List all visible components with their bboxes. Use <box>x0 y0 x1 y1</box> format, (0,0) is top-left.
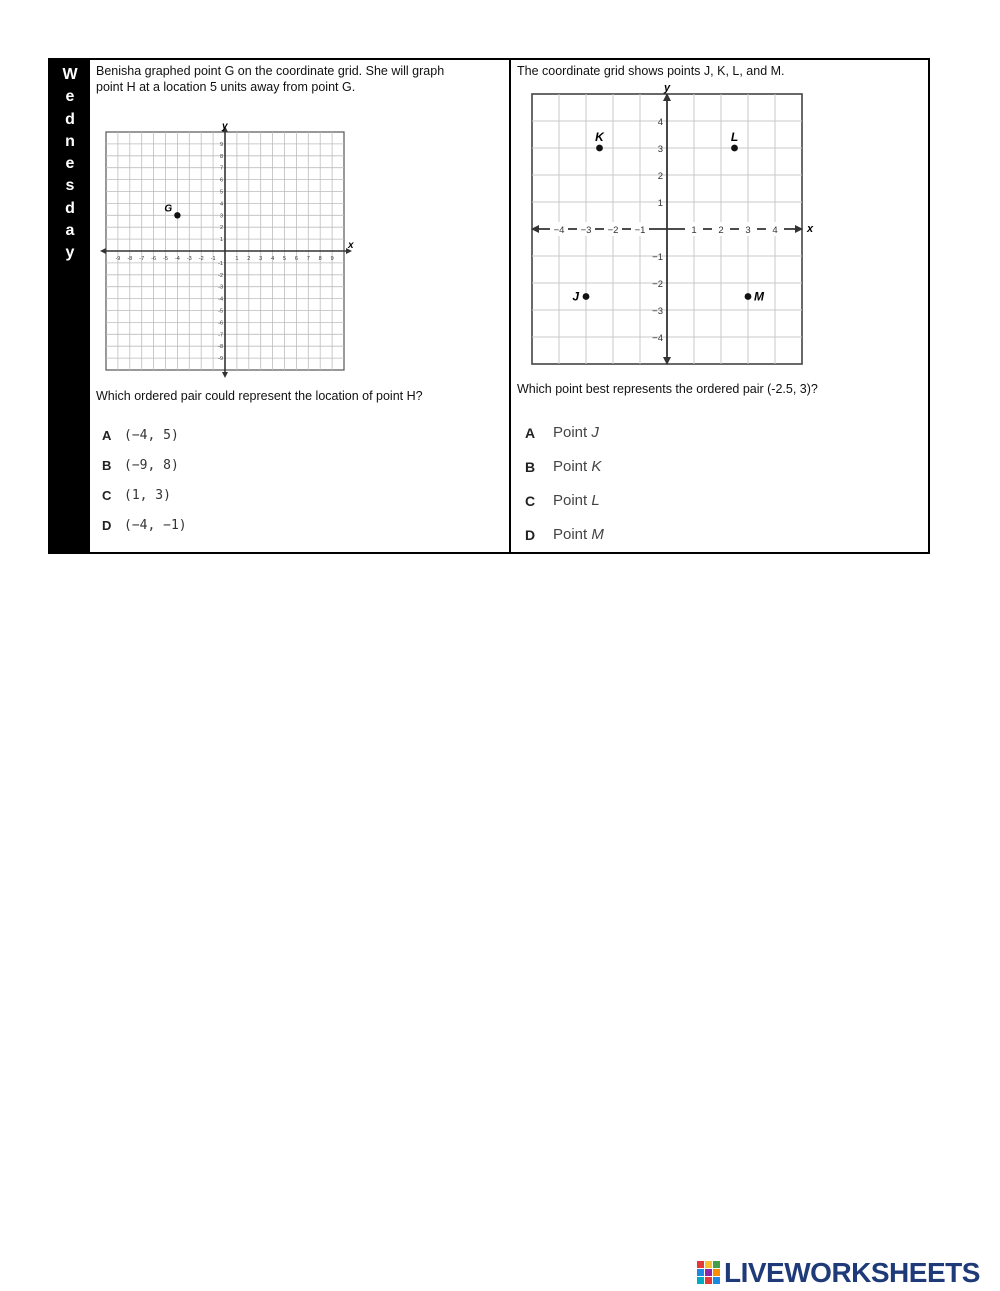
logo-text: LIVEWORKSHEETS <box>724 1257 980 1288</box>
liveworksheets-logo[interactable] <box>697 1258 980 1288</box>
point-l <box>731 145 738 152</box>
choice-word: Point <box>553 526 588 543</box>
q2-choice-a[interactable] <box>525 424 599 441</box>
choice-word: Point <box>553 492 588 509</box>
day-letter: n <box>65 132 75 150</box>
point-k <box>596 145 603 152</box>
y-tick-label: -2 <box>218 272 223 279</box>
point-k-label: K <box>595 130 604 144</box>
x-tick-label: 9 <box>330 256 334 262</box>
day-label-column <box>50 60 90 552</box>
x-tick-label: −2 <box>607 225 619 236</box>
x-tick-label: -4 <box>174 256 180 262</box>
choice-letter: D <box>525 526 536 543</box>
x-tick-label: -2 <box>198 256 204 262</box>
day-letter: d <box>65 110 75 128</box>
y-tick-label: -7 <box>218 332 223 339</box>
choice-letter: A <box>102 428 112 443</box>
x-tick-label: −4 <box>553 225 565 236</box>
x-tick-label: -9 <box>115 256 121 262</box>
x-tick-label: -7 <box>139 256 145 262</box>
q2-prompt: The coordinate grid shows points J, K, L, and M. <box>517 64 785 78</box>
point-l-label: L <box>730 130 739 144</box>
x-tick-label: -1 <box>210 256 216 262</box>
q1-choice-a[interactable] <box>102 428 179 443</box>
x-tick-label: 3 <box>259 256 263 262</box>
point-g-label: G <box>164 203 173 215</box>
x-tick-label: -8 <box>127 256 133 262</box>
x-tick-label: 4 <box>772 225 778 236</box>
worksheet-table <box>48 58 930 554</box>
q2-grid-svg <box>529 80 819 370</box>
logo-grid-icon <box>697 1261 721 1285</box>
q2-coordinate-grid <box>529 80 819 375</box>
choice-letter: A <box>525 424 536 441</box>
y-tick-label: -5 <box>218 308 223 315</box>
y-tick-label: -8 <box>218 344 223 351</box>
choice-point-name: J <box>591 424 599 441</box>
choice-value: (1, 3) <box>124 488 171 503</box>
point-j-label: J <box>572 289 579 304</box>
x-tick-label: 1 <box>691 225 697 236</box>
choice-value: (−4, 5) <box>124 428 179 443</box>
y-tick-label: -1 <box>218 260 223 267</box>
x-axis-label: x <box>807 223 814 235</box>
choice-word: Point <box>553 424 588 441</box>
choice-letter: B <box>102 458 112 473</box>
choice-letter: C <box>525 492 536 509</box>
choice-value: (−4, −1) <box>124 518 187 533</box>
y-tick-label: 4 <box>219 201 223 208</box>
x-tick-label: −3 <box>580 225 592 236</box>
day-letter: e <box>65 88 75 106</box>
q1-choice-c[interactable] <box>102 488 171 503</box>
y-tick-label: 1 <box>219 237 223 244</box>
point-m-label: M <box>754 289 764 304</box>
q1-coordinate-grid <box>102 120 352 381</box>
day-letter: y <box>65 244 75 262</box>
q1-prompt-line2: point H at a location 5 units away from point G. <box>96 80 356 94</box>
y-tick-label: 1 <box>657 198 663 209</box>
point-m <box>745 293 752 300</box>
choice-value: (−9, 8) <box>124 458 179 473</box>
y-tick-label: 3 <box>219 213 223 220</box>
y-tick-label: 3 <box>657 144 663 155</box>
y-axis-label: y <box>222 121 228 132</box>
choice-point-name: K <box>591 458 602 475</box>
q2-choice-c[interactable] <box>525 492 600 509</box>
x-tick-label: 2 <box>718 225 724 236</box>
question-1-cell <box>90 60 511 552</box>
q1-choice-b[interactable] <box>102 458 179 473</box>
choice-letter: C <box>102 488 112 503</box>
y-tick-label: 8 <box>219 153 223 160</box>
day-letter: W <box>62 66 78 83</box>
q2-choice-d[interactable] <box>525 526 604 543</box>
y-tick-label: −3 <box>652 306 663 317</box>
q2-choice-b[interactable] <box>525 458 601 475</box>
y-tick-label: 2 <box>219 225 223 232</box>
y-tick-label: -3 <box>218 284 223 291</box>
y-axis-arrow-down <box>222 372 228 378</box>
y-tick-label: 9 <box>219 141 223 148</box>
x-tick-label: -5 <box>163 256 168 262</box>
y-tick-label: 7 <box>219 165 223 172</box>
y-tick-label: 4 <box>657 117 663 128</box>
q1-prompt <box>96 63 444 95</box>
choice-point-name: M <box>591 526 604 543</box>
y-tick-label: −4 <box>652 333 663 344</box>
day-letter: d <box>65 199 75 217</box>
x-tick-label: 6 <box>294 256 298 262</box>
y-tick-label: -4 <box>218 296 223 303</box>
x-tick-label: -3 <box>186 256 192 262</box>
x-tick-label: 1 <box>235 256 239 262</box>
x-tick-label: 3 <box>745 225 751 236</box>
x-tick-label: 8 <box>318 256 322 262</box>
q2-question: Which point best represents the ordered pair (-2.5, 3)? <box>517 382 818 396</box>
y-tick-label: −1 <box>652 252 663 263</box>
q1-prompt-line1: Benisha graphed point G on the coordinate grid. She will graph <box>96 64 445 78</box>
x-tick-label: 5 <box>282 256 287 262</box>
x-tick-label: 2 <box>247 256 251 262</box>
day-letter: a <box>65 222 75 240</box>
choice-letter: D <box>102 518 112 533</box>
x-axis-label: x <box>348 240 354 251</box>
choice-value <box>553 526 604 543</box>
choice-value <box>553 424 599 441</box>
y-tick-label: -6 <box>218 320 223 327</box>
choice-point-name: L <box>591 492 600 509</box>
question-2-cell <box>511 60 928 552</box>
x-axis-arrow-left <box>100 248 106 254</box>
choice-value <box>553 492 600 509</box>
point-g <box>174 212 180 218</box>
y-tick-label: 6 <box>219 177 223 184</box>
point-j <box>583 293 590 300</box>
y-axis-label: y <box>664 82 671 94</box>
y-tick-label: −2 <box>652 279 663 290</box>
y-tick-label: 2 <box>657 171 663 182</box>
x-tick-label: -6 <box>151 256 157 262</box>
x-tick-label: 7 <box>306 256 310 262</box>
x-tick-label: 4 <box>271 256 275 262</box>
x-tick-label: −1 <box>634 225 646 236</box>
choice-value <box>553 458 601 475</box>
y-tick-label: -9 <box>218 356 223 363</box>
choice-letter: B <box>525 458 536 475</box>
choice-word: Point <box>553 458 588 475</box>
day-letter: s <box>65 177 75 195</box>
q1-choice-d[interactable] <box>102 518 187 533</box>
y-tick-label: 5 <box>219 189 223 196</box>
q1-grid-svg <box>102 120 352 376</box>
q1-question: Which ordered pair could represent the location of point H? <box>96 389 423 403</box>
day-letter: e <box>65 155 75 173</box>
